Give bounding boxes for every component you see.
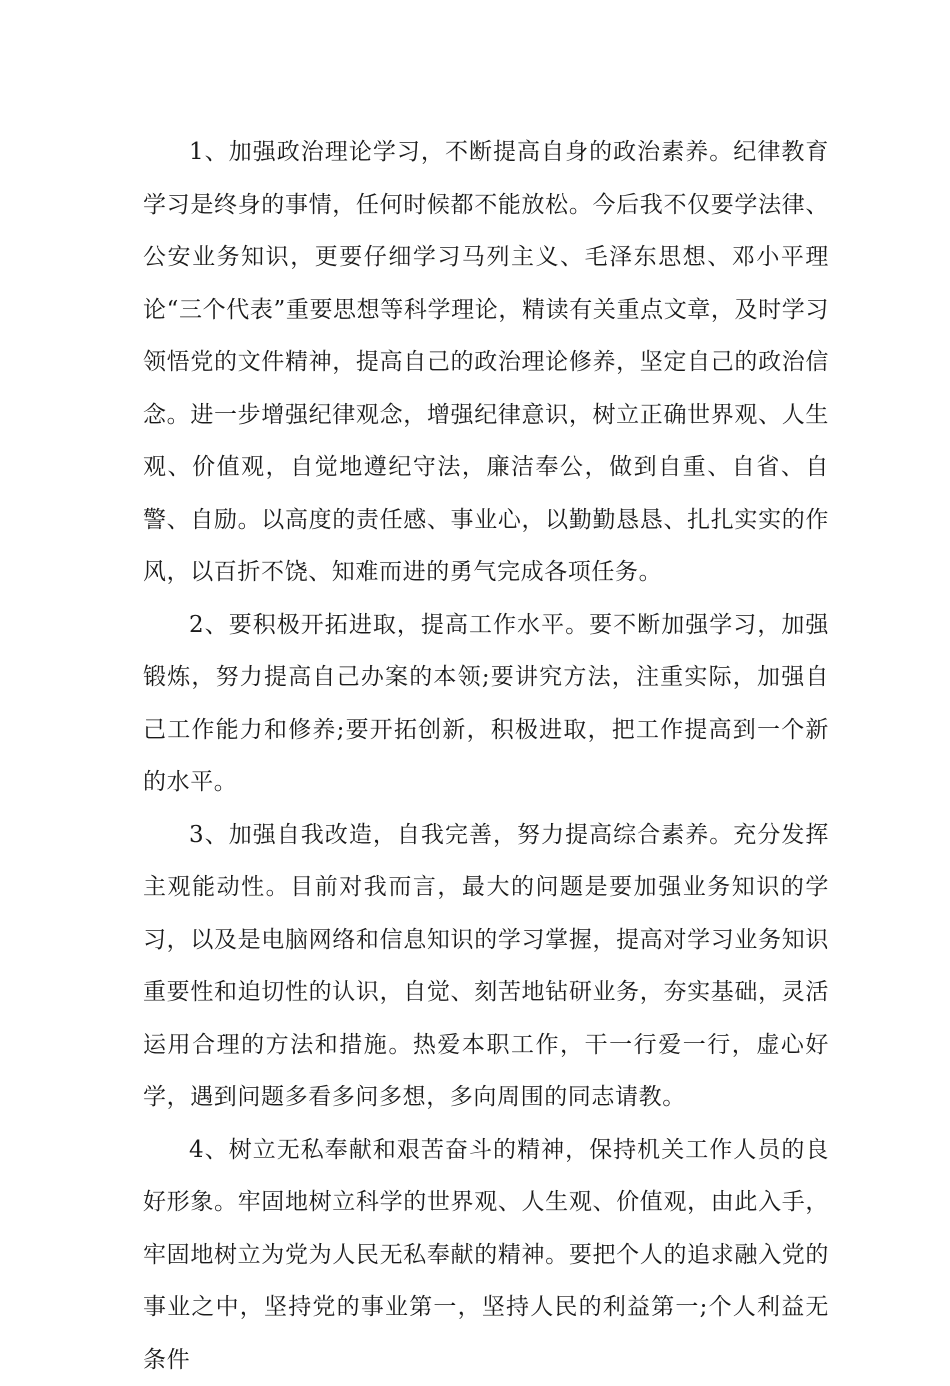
paragraph-3: 3、加强自我改造，自我完善，努力提高综合素养。充分发挥主观能动性。目前对我而言，最大的问题是要加强业务知识的学习，以及是电脑网络和信息知识的学习掌握，提高对学习业务知识重要性和迫切性的认识，自觉、刻苦地钻研业务，夯实基础，灵活运用合理的方法和措施。热爱本职工作，干一行爱一行，虚心好学，遇到问题多看多问多想，多向周围的同志请教。 xyxy=(143,809,829,1124)
paragraph-2: 2、要积极开拓进取，提高工作水平。要不断加强学习，加强锻炼，努力提高自己办案的本领;要讲究方法，注重实际，加强自己工作能力和修养;要开拓创新，积极进取，把工作提高到一个新的水平。 xyxy=(143,599,829,809)
paragraph-4: 4、树立无私奉献和艰苦奋斗的精神，保持机关工作人员的良好形象。牢固地树立科学的世界观、人生观、价值观，由此入手，牢固地树立为党为人民无私奉献的精神。要把个人的追求融入党的事业之中，坚持党的事业第一，坚持人民的利益第一;个人利益无条件 xyxy=(143,1124,829,1386)
paragraph-1: 1、加强政治理论学习，不断提高自身的政治素养。纪律教育学习是终身的事情，任何时候都不能放松。今后我不仅要学法律、公安业务知识，更要仔细学习马列主义、毛泽东思想、邓小平理论“三个代表”重要思想等科学理论，精读有关重点文章，及时学习领悟党的文件精神，提高自己的政治理论修养，坚定自己的政治信念。进一步增强纪律观念，增强纪律意识，树立正确世界观、人生观、价值观，自觉地遵纪守法，廉洁奉公，做到自重、自省、自警、自励。以高度的责任感、事业心，以勤勤恳恳、扎扎实实的作风，以百折不饶、知难而进的勇气完成各项任务。 xyxy=(143,126,829,599)
document-body xyxy=(143,126,829,1386)
